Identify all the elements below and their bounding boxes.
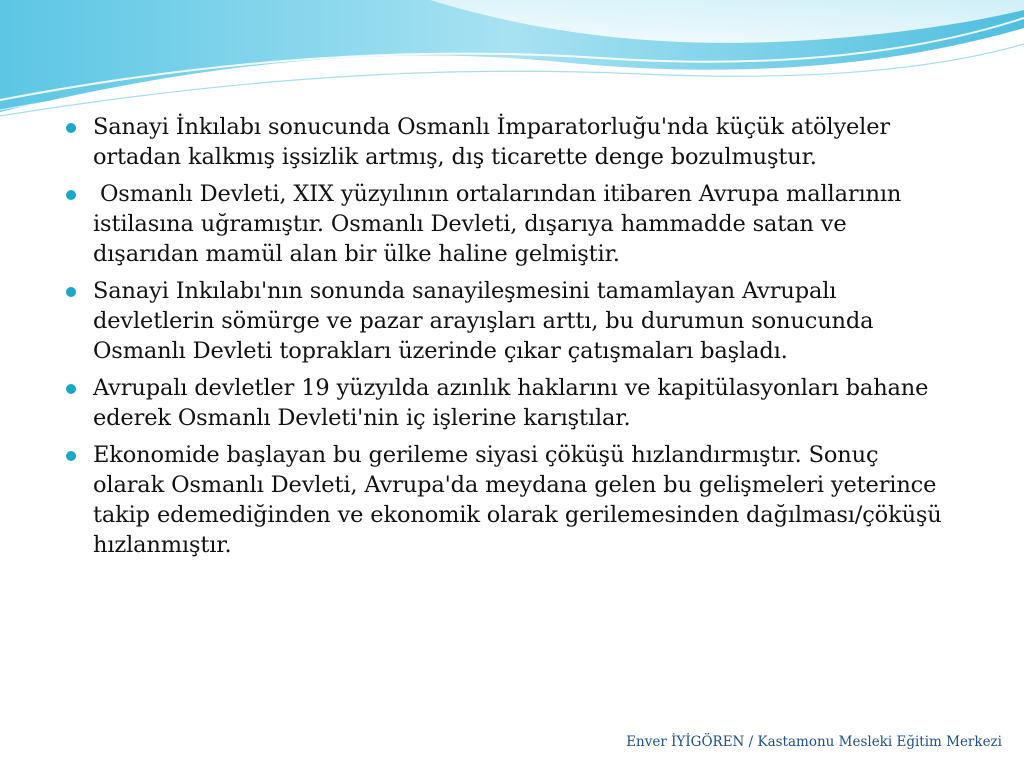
bullet-icon [66,190,76,200]
bullet-icon [66,287,76,297]
bullet-text: Avrupalı devletler 19 yüzyılda azınlık haklarını ve kapitülasyonları bahane ederek Osmanlı Devleti'nin iç işlerine karıştılar. [93,375,929,431]
footer-author: Enver İYİGÖREN / Kastamonu Mesleki Eğitim Merkezi [626,734,1002,750]
bullet-item [64,373,956,433]
bullet-text: Sanayi Inkılabı'nın sonunda sanayileşmesini tamamlayan Avrupalı devletlerin sömürge ve pazar arayışları arttı, bu durumun sonucunda Osmanlı Devleti toprakları üzerinde çıkar çatışmaları başladı. [93,278,874,364]
bullet-icon [66,384,76,394]
header-wave-decoration [0,0,1024,120]
bullet-item [64,276,956,366]
bullet-text: Osmanlı Devleti, XIX yüzyılının ortalarından itibaren Avrupa mallarının istilasına uğramıştır. Osmanlı Devleti, dışarıya hammadde satan ve dışarıdan mamül alan bir ülke haline gelmiştir. [93,181,909,267]
bullet-item [64,440,956,560]
bullet-text: Ekonomide başlayan bu gerileme siyasi çöküşü hızlandırmıştır. Sonuç olarak Osmanlı Devleti, Avrupa'da meydana gelen bu gelişmeleri yeterince takip edemediğinden ve ekonomik olarak gerilemesinden dağılması/çöküşü hızlanmıştır. [93,442,942,558]
bullet-item [64,112,956,172]
bullet-icon [66,451,76,461]
bullet-text: Sanayi İnkılabı sonucunda Osmanlı İmparatorluğu'nda küçük atölyeler ortadan kalkmış işsizlik artmış, dış ticarette denge bozulmuştur. [93,114,890,170]
bullet-item [64,179,956,269]
bullet-content [64,112,956,567]
bullet-list [64,112,956,560]
bullet-icon [66,123,76,133]
